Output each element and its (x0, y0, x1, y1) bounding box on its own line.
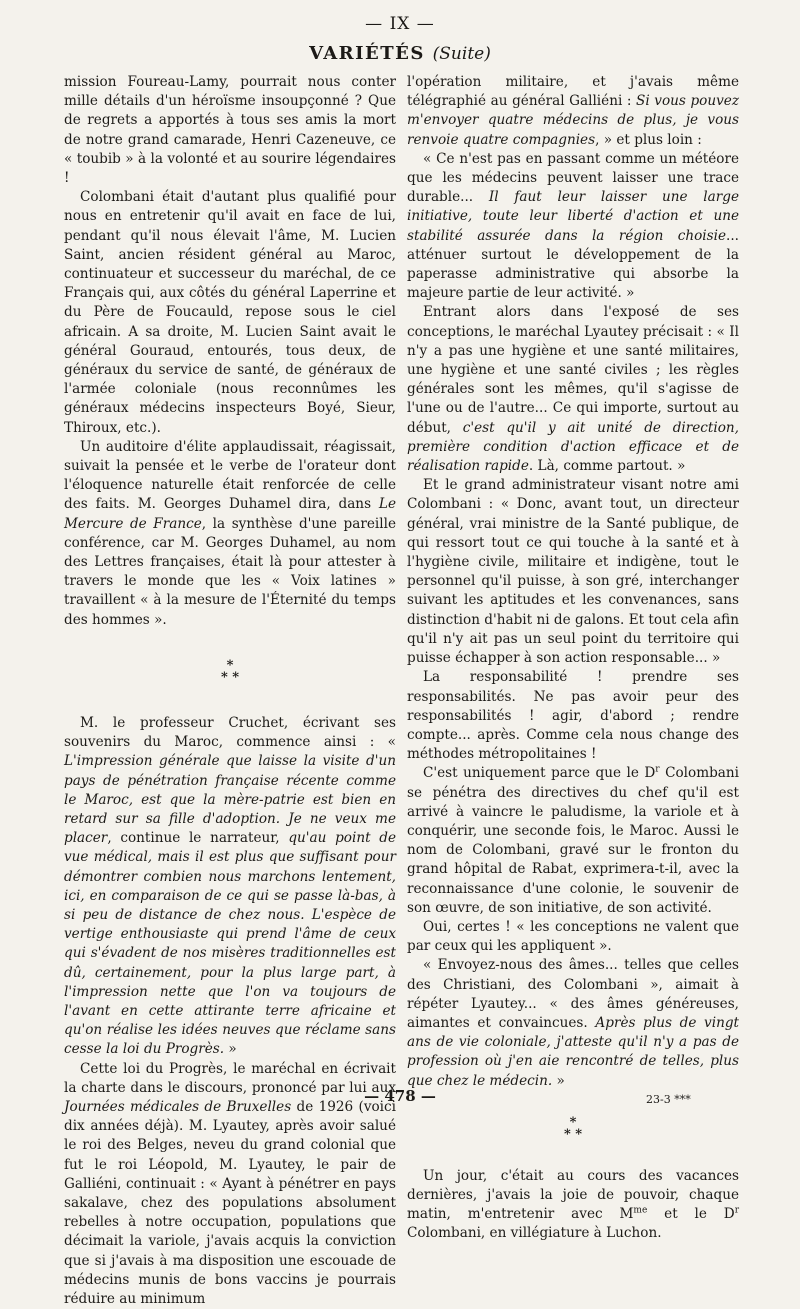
paragraph: M. le professeur Cruchet, écrivant ses souvenirs du Maroc, commence ainsi : « L'impression générale que laisse la visite d'un pays de pénétration française récente comme le Maroc, est que la mère-patrie est bien en retard sur sa fille d'adoption. Je ne veux me placer, continue le narrateur, qu'au point de vue médical, mais il est plus que suffisant pour démontrer combien nous marchons lentement, ici, en comparaison de ce qui se passe là-bas, à si peu de distance de chez nous. L'espèce de vertige enthousiaste qui prend l'âme de ceux qui s'évadent de nos misères traditionnelles est dû, certainement, pour la plus large part, à l'impression nette que l'on va toujours de l'avant en cette attirante terre africaine et qu'on réalise les idées neuves que réclame sans cesse la loi du Progrès. » (64, 714, 396, 1058)
paragraph: C'est uniquement parce que le $D^r$ Colombani se pénétra des directives du chef qu'il est arrivé à vaincre le paludisme, la variole et à conquérir, une seconde fois, le Maroc. Aussi le nom de Colombani, gravé sur le fronton du grand hôpital de Rabat, exprimera-t-il, avec la reconnaissance d'une colonie, le souvenir de son œuvre, de son initiative, de son activité. (407, 764, 739, 916)
paragraph: Un auditoire d'élite applaudissait, réagissait, suivait la pensée et le verbe de l'orateur dont l'éloquence naturelle était renforcée de celle des faits. M. Georges Duhamel dira, dans Le Mercure de France, la synthèse d'une pareille conférence, car M. Georges Duhamel, au nom des Lettres françaises, était là pour attester à travers le monde que les « Voix latines » travaillent « à la mesure de l'Éternité du temps des hommes ». (64, 438, 396, 628)
paragraph: l'opération militaire, et j'avais même télégraphié au général Galliéni : Si vous pouvez m'envoyer quatre médecins de plus, je vous renvoie quatre compagnies, » et plus loin : (407, 74, 739, 148)
section-title: VARIÉTÉS (309, 43, 425, 64)
asterism-divider: * * * (220, 657, 240, 685)
paragraph: Oui, certes ! « les conceptions ne valent que par ceux qui les appliquent ». (407, 918, 739, 955)
left-column (64, 73, 396, 1309)
right-column (407, 73, 739, 1244)
section-subtitle: (Suite) (432, 44, 491, 64)
paragraph: « Envoyez-nous des âmes... telles que celles des Christiani, des Colombani », aimait à répéter Lyautey... « des âmes généreuses, aimantes et convaincues. Après plus de vingt ans de vie coloniale, j'atteste qu'il n'y a pas de profession où j'en aie rencontré de telles, plus que chez le médecin. » (407, 957, 739, 1089)
section-header (0, 43, 800, 64)
paragraph: Et le grand administrateur visant notre ami Colombani : « Donc, avant tout, un directeur général, vrai ministre de la Santé publique, de qui ressort tout ce qui touche à la santé et à l'hygiène civile, militaire et indigène, tout le personnel qu'il puisse, à son gré, interchanger suivant les aptitudes et les convenances, sans distinction d'habit ni de galons. Et tout cela afin qu'il n'y ait pas un seul point du territoire qui puisse échapper à son action responsable... » (407, 477, 739, 667)
paragraph: La responsabilité ! prendre ses responsabilités. Ne pas avoir peur des responsabilités ! agir, d'abord ; rendre compte... après. Comme cela nous change des méthodes métropolitaines ! (407, 669, 739, 763)
roman-page-number: — IX — (365, 14, 435, 34)
paragraph: Cette loi du Progrès, le maréchal en écrivait la charte dans le discours, prononcé par lui aux Journées médicales de Bruxelles de 1926 (voici dix années déjà). M. Lyautey, après avoir salué le roi des Belges, neveu du grand colonial que fut le roi Léopold, M. Lyautey, le pair de Galliéni, continuait : « Ayant à pénétrer en pays sakalave, chez des populations absolument rebelles à notre occupation, populations que décimait la variole, j'avais acquis la conviction que si j'avais à ma disposition une escouade de médecins munis de bons vaccins je pourrais réduire au minimum (64, 1060, 396, 1307)
paragraph: Colombani était d'autant plus qualifié pour nous en entretenir qu'il avait en face de lui, pendant qu'il nous élevait l'âme, M. Lucien Saint, ancien résident général au Maroc, continuateur et successeur du maréchal, de ce Français qui, aux côtés du général Laperrine et du Père de Foucauld, repose sous le ciel africain. A sa droite, M. Lucien Saint avait le général Gouraud, entourés, tous deux, de généraux du service de santé, de généraux de l'armée coloniale (nous reconnûmes les généraux médecins inspecteurs Boyé, Sieur, Thiroux, etc.). (64, 189, 396, 436)
printer-signature: 23-3 *** (646, 1093, 691, 1106)
paragraph: Un jour, c'était au cours des vacances dernières, j'avais la joie de pouvoir, chaque matin, m'entretenir avec $M^{me}$ et le $D^r$ Colombani, en villégiature à Luchon. (407, 1167, 740, 1242)
paragraph: mission Foureau-Lamy, pourrait nous conter mille détails d'un héroïsme insoupçonné ? Que de regrets a apportés à tous ses amis la mort de notre grand camarade, Henri Cazeneuve, ce « toubib » à la volonté et au sourire légendaires ! (64, 74, 396, 187)
paragraph: « Ce n'est pas en passant comme un météore que les médecins peuvent laisser une trace durable... Il faut leur laisser une large initiative, toute leur liberté d'action et une stabilité assurée dans la région choisie... atténuer surtout le développement de la paperasse administrative qui absorbe la majeure partie de leur activité. » (407, 150, 739, 302)
asterism-divider: * * * (563, 1114, 583, 1142)
paragraph: Entrant alors dans l'exposé de ses conceptions, le maréchal Lyautey précisait : « Il n'y a pas une hygiène et une santé militaires, une hygiène et une santé civiles ; les règles générales sont les mêmes, qu'il s'agisse de l'une ou de l'autre... Ce qui importe, surtout au début, c'est qu'il y ait unité de direction, première condition d'action efficace et de réalisation rapide. Là, comme partout. » (407, 304, 739, 475)
page-number: — 478 — (364, 1087, 436, 1105)
